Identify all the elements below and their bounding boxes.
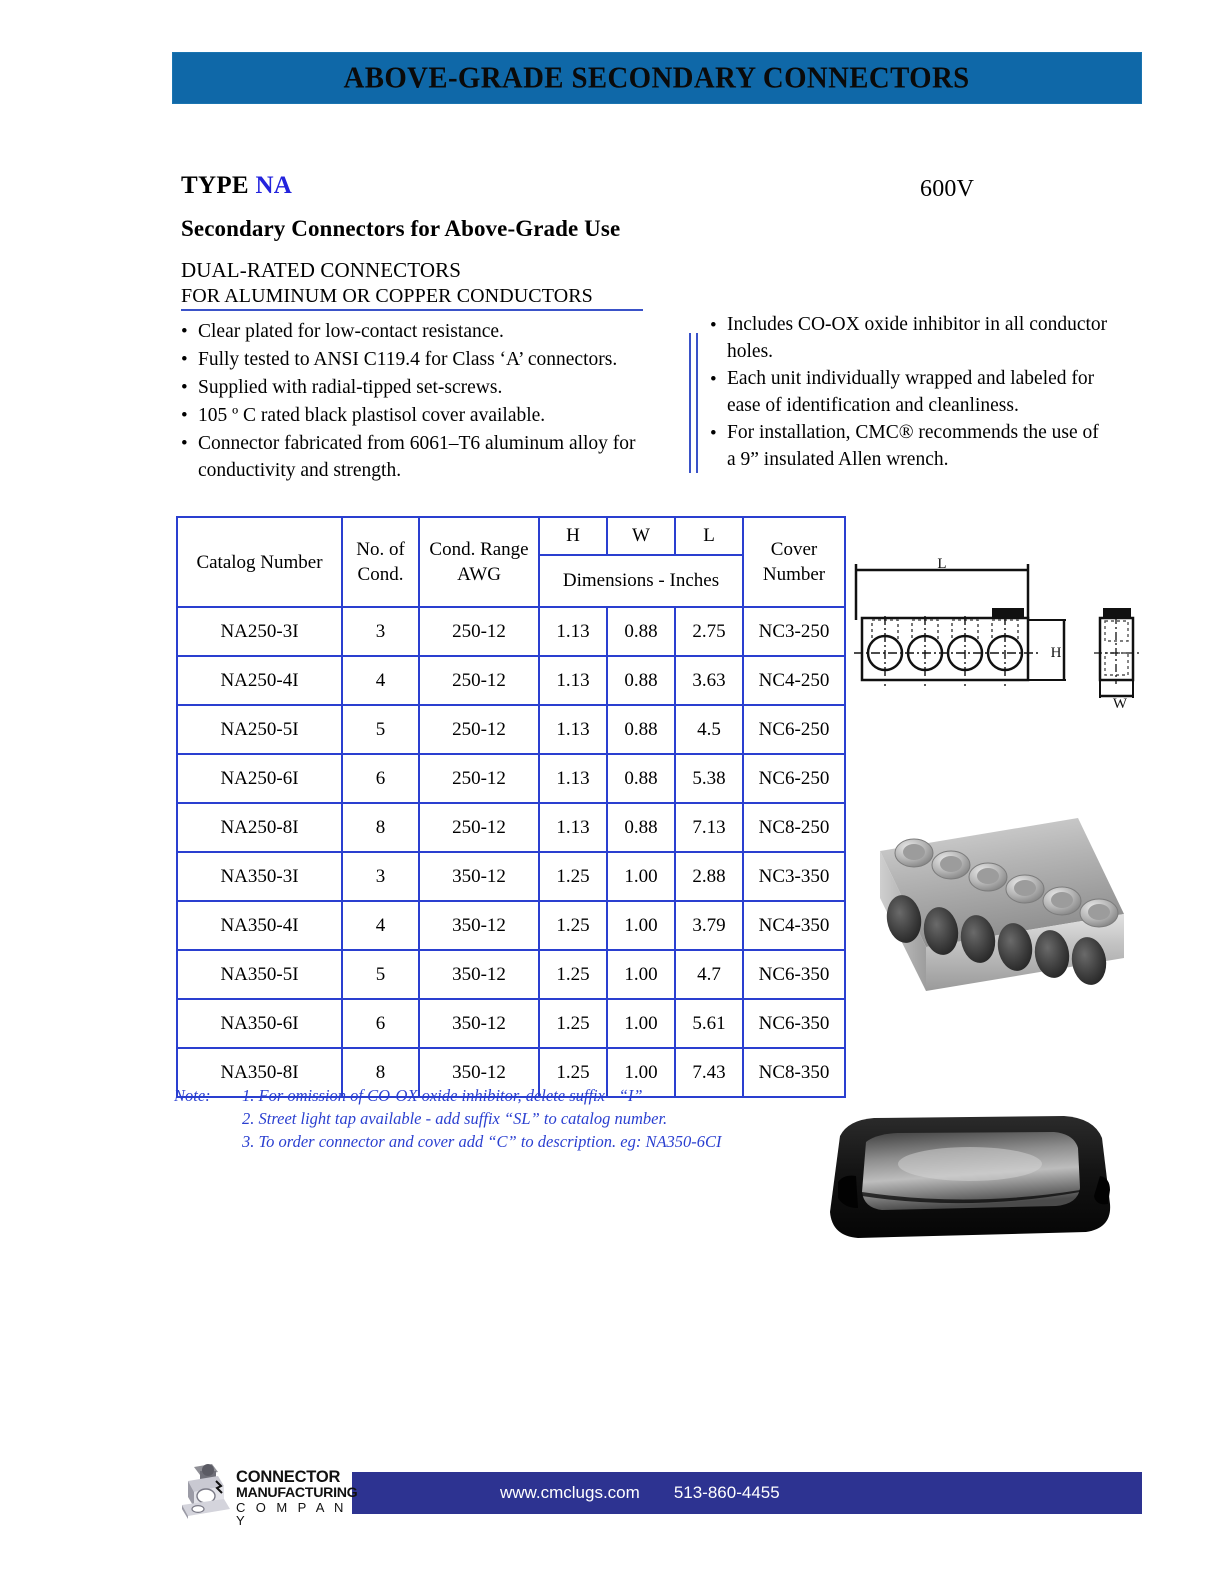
list-item — [181, 430, 681, 484]
table-row — [177, 705, 845, 754]
cell-w: 1.00 — [607, 901, 675, 950]
dual-rated-line-1: DUAL-RATED CONNECTORS — [181, 258, 461, 282]
cell-h: 1.25 — [539, 950, 607, 999]
cell-l: 2.88 — [675, 852, 743, 901]
cell-range: 250-12 — [419, 803, 539, 852]
bullet-icon: • — [710, 315, 717, 336]
column-header-w: W — [607, 517, 675, 555]
list-item-label: 105 º C rated black plastisol cover available. — [198, 405, 546, 426]
cell-cover: NC6-350 — [743, 999, 845, 1048]
cell-range: 350-12 — [419, 901, 539, 950]
cell-w: 0.88 — [607, 607, 675, 656]
specification-table — [176, 516, 846, 1098]
bullet-icon: • — [181, 433, 188, 454]
page-title — [173, 59, 1141, 95]
cell-cover: NC6-350 — [743, 950, 845, 999]
cell-h: 1.13 — [539, 705, 607, 754]
cell-catalog: NA250-3I — [177, 607, 342, 656]
cell-range: 250-12 — [419, 607, 539, 656]
cell-cond: 8 — [342, 1048, 419, 1097]
footer-website-link[interactable]: www.cmclugs.com — [500, 1483, 640, 1502]
cell-w: 1.00 — [607, 950, 675, 999]
cell-h: 1.13 — [539, 754, 607, 803]
note-item: 3. To order connector and cover add “C” to description. eg: NA350-6CI — [242, 1132, 722, 1151]
table-row — [177, 950, 845, 999]
list-item-label: For installation, CMC® recommends the use of a 9” insulated Allen wrench. — [727, 422, 1099, 470]
logo-line-company: C O M P A N Y — [236, 1499, 347, 1529]
note-item: 1. For omission of CO-OX oxide inhibitor, delete suffix - “I” — [242, 1086, 643, 1105]
cell-h: 1.13 — [539, 656, 607, 705]
list-item-label: Each unit individually wrapped and labeled for ease of identification and cleanliness. — [727, 368, 1095, 416]
cell-catalog: NA250-5I — [177, 705, 342, 754]
voltage-rating: 600V — [920, 176, 975, 202]
table-row — [177, 656, 845, 705]
product-photo-connector — [856, 806, 1148, 1006]
logo-line-connector: CONNECTOR — [236, 1468, 341, 1486]
list-item — [710, 420, 1110, 473]
cell-range: 250-12 — [419, 656, 539, 705]
cell-cond: 6 — [342, 999, 419, 1048]
column-header-h: H — [539, 517, 607, 555]
table-row — [177, 852, 845, 901]
cell-l: 4.5 — [675, 705, 743, 754]
cell-cond: 4 — [342, 901, 419, 950]
column-header-no-of-cond: No. of Cond. — [342, 517, 419, 607]
footer-phone-number[interactable]: 513-860-4455 — [673, 1483, 780, 1502]
table-row — [177, 803, 845, 852]
cell-range: 350-12 — [419, 852, 539, 901]
cell-range: 350-12 — [419, 950, 539, 999]
cell-cond: 3 — [342, 852, 419, 901]
cell-catalog: NA350-6I — [177, 999, 342, 1048]
column-divider — [688, 333, 700, 473]
features-left-column — [181, 318, 681, 485]
list-item-label: Clear plated for low-contact resistance. — [198, 321, 504, 342]
cell-h: 1.13 — [539, 803, 607, 852]
product-photo-cover — [818, 1112, 1118, 1242]
dual-rated-line-2: FOR ALUMINUM OR COPPER CONDUCTORS — [181, 285, 593, 307]
cell-l: 4.7 — [675, 950, 743, 999]
logo-line-manufacturing: MANUFACTURING — [236, 1485, 358, 1502]
cell-l: 7.43 — [675, 1048, 743, 1097]
list-item-label: Fully tested to ANSI C119.4 for Class ‘A’ connectors. — [198, 349, 618, 370]
cell-range: 350-12 — [419, 1048, 539, 1097]
cell-cond: 8 — [342, 803, 419, 852]
cell-w: 0.88 — [607, 803, 675, 852]
cell-w: 1.00 — [607, 852, 675, 901]
connector-photo-svg — [856, 806, 1148, 1006]
bullet-icon: • — [181, 321, 188, 342]
cell-l: 7.13 — [675, 803, 743, 852]
column-header-dimensions: Dimensions - Inches — [539, 555, 743, 607]
bullet-icon: • — [181, 349, 188, 370]
type-label: TYPE — [181, 172, 249, 199]
list-item — [181, 346, 681, 373]
cell-l: 5.38 — [675, 754, 743, 803]
list-item-label: Connector fabricated from 6061–T6 aluminum alloy for conductivity and strength. — [198, 433, 636, 481]
page-header-banner — [172, 52, 1142, 104]
lug-logo-icon — [178, 1461, 234, 1521]
list-item — [181, 402, 681, 429]
list-item — [710, 366, 1110, 419]
page-title-text: ABOVE-GRADE SECONDARY CONNECTORS — [343, 59, 971, 95]
column-header-cover-number: Cover Number — [743, 517, 845, 607]
cell-w: 1.00 — [607, 999, 675, 1048]
cell-h: 1.13 — [539, 607, 607, 656]
notes-list — [242, 1084, 722, 1153]
bullet-icon: • — [181, 405, 188, 426]
cell-catalog: NA350-4I — [177, 901, 342, 950]
page-subtitle: Secondary Connectors for Above-Grade Use — [181, 216, 621, 241]
cell-cover: NC4-250 — [743, 656, 845, 705]
cell-range: 350-12 — [419, 999, 539, 1048]
footer-contact — [352, 1472, 1142, 1514]
cell-cover: NC6-250 — [743, 705, 845, 754]
cell-catalog: NA350-5I — [177, 950, 342, 999]
cell-cover: NC3-350 — [743, 852, 845, 901]
cell-l: 2.75 — [675, 607, 743, 656]
lug-logo-svg — [178, 1461, 234, 1521]
cell-h: 1.25 — [539, 999, 607, 1048]
cell-l: 3.79 — [675, 901, 743, 950]
table-header-row — [177, 517, 845, 555]
table-row — [177, 607, 845, 656]
cell-cover: NC6-250 — [743, 754, 845, 803]
bullet-icon: • — [710, 369, 717, 390]
table-notes — [174, 1084, 722, 1153]
cell-catalog: NA250-4I — [177, 656, 342, 705]
cover-photo-svg — [818, 1112, 1118, 1242]
list-item-label: Includes CO-OX oxide inhibitor in all conductor holes. — [727, 314, 1108, 362]
dimension-label-h: H — [1050, 645, 1062, 661]
cell-range: 250-12 — [419, 705, 539, 754]
cell-cond: 3 — [342, 607, 419, 656]
dimension-drawing — [848, 558, 1148, 708]
table-body — [177, 607, 845, 1097]
cell-h: 1.25 — [539, 1048, 607, 1097]
bullet-icon: • — [710, 423, 717, 444]
features-right-column — [710, 312, 1110, 474]
list-item — [710, 312, 1110, 365]
cell-catalog: NA250-8I — [177, 803, 342, 852]
cell-cond: 5 — [342, 950, 419, 999]
company-logo-text — [236, 1469, 357, 1528]
cell-cover: NC3-250 — [743, 607, 845, 656]
cell-w: 0.88 — [607, 705, 675, 754]
cell-catalog: NA350-8I — [177, 1048, 342, 1097]
dimension-label-l: L — [937, 558, 947, 572]
cell-l: 3.63 — [675, 656, 743, 705]
dimension-drawing-svg — [848, 558, 1148, 708]
column-header-l: L — [675, 517, 743, 555]
cell-w: 1.00 — [607, 1048, 675, 1097]
table-row — [177, 754, 845, 803]
cell-catalog: NA250-6I — [177, 754, 342, 803]
cell-cover: NC8-350 — [743, 1048, 845, 1097]
cell-range: 250-12 — [419, 754, 539, 803]
type-value: NA — [255, 172, 293, 199]
cell-h: 1.25 — [539, 852, 607, 901]
cell-w: 0.88 — [607, 656, 675, 705]
notes-label: Note: — [174, 1086, 211, 1105]
type-line — [181, 172, 292, 200]
company-logo — [178, 1459, 358, 1529]
table-row — [177, 999, 845, 1048]
cell-h: 1.25 — [539, 901, 607, 950]
cell-w: 0.88 — [607, 754, 675, 803]
cell-catalog: NA350-3I — [177, 852, 342, 901]
list-item-label: Supplied with radial-tipped set-screws. — [198, 377, 503, 398]
column-header-catalog-number: Catalog Number — [177, 517, 342, 607]
cell-cover: NC8-250 — [743, 803, 845, 852]
bullet-icon: • — [181, 377, 188, 398]
cell-cond: 6 — [342, 754, 419, 803]
list-item — [181, 318, 681, 345]
list-item — [181, 374, 681, 401]
cell-l: 5.61 — [675, 999, 743, 1048]
cell-cover: NC4-350 — [743, 901, 845, 950]
note-item: 2. Street light tap available - add suffix “SL” to catalog number. — [242, 1109, 668, 1128]
dimension-label-w: W — [1112, 696, 1128, 708]
column-header-cond-range: Cond. Range AWG — [419, 517, 539, 607]
title-divider — [181, 309, 643, 311]
footer-bar — [352, 1472, 1142, 1514]
cell-cond: 4 — [342, 656, 419, 705]
cell-cond: 5 — [342, 705, 419, 754]
table-row — [177, 901, 845, 950]
